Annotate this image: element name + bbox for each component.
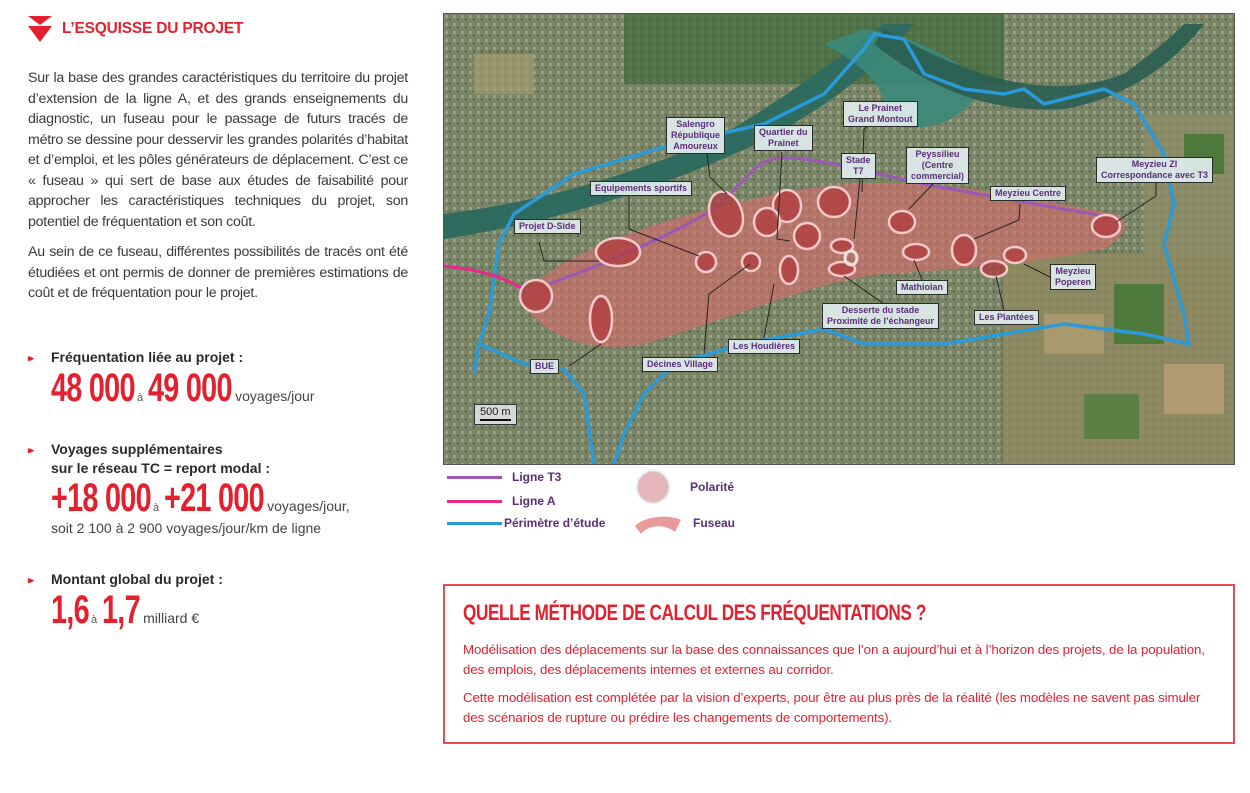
- legend-item-ligne-a: [447, 494, 556, 508]
- polarite-marker: [903, 244, 929, 260]
- stat-unit: voyages/jour: [235, 388, 315, 404]
- map-label-desserte-stade: Desserte du stade Proximité de l’échangeur: [822, 303, 939, 329]
- stat-subtext: soit 2 100 à 2 900 voyages/jour/km de ligne: [51, 520, 322, 536]
- method-box-title: QUELLE MÉTHODE DE CALCUL DES FRÉQUENTATIONS ?: [463, 600, 926, 625]
- polarite-marker: [1092, 215, 1120, 237]
- stat-montant: [28, 570, 418, 630]
- map-label-le-prainet: Le Prainet Grand Montout: [843, 101, 918, 127]
- polarite-marker: [818, 187, 850, 217]
- polarite-marker: [590, 296, 612, 342]
- legend-label: Périmètre d’étude: [504, 516, 606, 530]
- legend-label: Ligne T3: [512, 470, 562, 484]
- stat-value-to: 49 000: [148, 366, 232, 410]
- map-label-quartier-prainet: Quartier du Prainet: [754, 125, 813, 151]
- double-arrow-icon: ▸▸: [28, 353, 32, 363]
- map-label-decines-village: Décines Village: [642, 357, 718, 372]
- double-chevron-down-icon: [28, 16, 52, 42]
- polarite-marker: [889, 211, 915, 233]
- stat-value-from: 48 000: [51, 366, 135, 410]
- polarite-swatch: [638, 472, 668, 502]
- map-label-projet-d-side: Projet D-Side: [514, 219, 581, 234]
- section-header: [28, 16, 243, 42]
- method-box-paragraph: Modélisation des déplacements sur la base des connaissances que l’on a aujourd’hui et à l’horizon des projets, de la population, des emplois, des déplacements internes et externes au corridor.: [463, 642, 1205, 677]
- map-legend: [443, 468, 803, 538]
- double-arrow-icon: ▸▸: [28, 575, 32, 585]
- intro-paragraph: Sur la base des grandes caractéristiques du territoire du projet d’extension de la ligne A, et des grands enseignements du diagnostic, un fuseau pour le passage de futurs tracés de métro se dessine pour desservir les grandes polarités d’habitat et d’emploi, et les pôles générateurs de déplacement. C’est ce « fuseau » qui sert de base aux études de faisabilité pour approcher les caractéristiques techniques du projet, son potentiel de fréquentation et son coût.: [28, 70, 408, 230]
- legend-item-polarite: [638, 472, 734, 502]
- ligne-a-swatch: [447, 500, 502, 503]
- map-graphics: [444, 14, 1234, 464]
- stat-value-to: +21 000: [164, 476, 264, 520]
- stat-connector: à: [137, 392, 144, 404]
- polarite-marker: [981, 261, 1007, 277]
- map-label-les-houdieres: Les Houdières: [728, 339, 800, 354]
- fuseau-swatch: [635, 512, 681, 534]
- legend-label: Polarité: [690, 480, 735, 494]
- stat-value-to: 1,7: [102, 588, 141, 632]
- intro-paragraph: Au sein de ce fuseau, différentes possibilités de tracés ont été étudiées et ont permis de donner de premières estimations de coût et de fréquentation pour le projet.: [28, 244, 408, 301]
- map-label-peyssilieu: Peyssilieu (Centre commercial): [906, 147, 969, 184]
- double-arrow-icon: ▸▸: [28, 445, 32, 455]
- map-label-meyzieu-poperen: Meyzieu Poperen: [1050, 264, 1096, 290]
- legend-label: Fuseau: [693, 516, 736, 530]
- map-label-les-plantees: Les Plantées: [974, 310, 1039, 325]
- intro-text: [28, 68, 408, 314]
- ligne-t3-swatch: [447, 476, 502, 479]
- stat-unit: milliard €: [143, 610, 200, 626]
- scale-bar: [480, 419, 511, 421]
- map-label-meyzieu-centre: Meyzieu Centre: [990, 186, 1066, 201]
- legend-label: Ligne A: [512, 494, 556, 508]
- perimetre-swatch: [447, 522, 502, 525]
- map-label-meyzieu-zi: Meyzieu ZI Correspondance avec T3: [1096, 157, 1213, 183]
- map-label-equipements-sportifs: Equipements sportifs: [590, 181, 692, 196]
- polarite-marker: [520, 280, 552, 312]
- stat-label: Fréquentation liée au projet :: [51, 349, 244, 365]
- polarite-marker: [596, 238, 640, 266]
- polarite-marker: [780, 256, 798, 284]
- section-title: L’ESQUISSE DU PROJET: [62, 20, 244, 37]
- polarite-marker: [1004, 247, 1026, 263]
- scale-label: 500 m: [480, 406, 511, 418]
- method-box: [443, 584, 1235, 744]
- project-map: [443, 13, 1235, 465]
- stat-value-from: 1,6: [51, 588, 89, 632]
- stat-label: Voyages supplémentaires sur le réseau TC = report modal :: [51, 441, 271, 476]
- map-label-stade-t7: Stade T7: [841, 153, 876, 179]
- stat-unit: voyages/jour,: [267, 498, 350, 514]
- polarite-marker: [754, 208, 780, 236]
- stat-frequentation: [28, 348, 418, 408]
- map-label-mathiolan: Mathiolan: [896, 280, 948, 295]
- map-scale: [474, 404, 517, 425]
- stat-report-modal: [28, 440, 418, 536]
- map-label-salengro: Salengro République Amoureux: [666, 117, 725, 154]
- legend-item-fuseau: [635, 512, 735, 534]
- stat-label: Montant global du projet :: [51, 571, 223, 587]
- map-label-bue: BUE: [530, 359, 559, 374]
- legend-item-ligne-t3: [447, 470, 561, 484]
- stat-connector: à: [91, 614, 98, 626]
- polarite-marker: [952, 235, 976, 265]
- polarite-marker: [794, 223, 820, 249]
- legend-item-perimetre: [447, 516, 605, 530]
- polarite-marker: [696, 252, 716, 272]
- stat-connector: à: [153, 502, 160, 514]
- method-box-paragraph: Cette modélisation est complétée par la vision d’experts, pour être au plus près de la réalité (les modèles ne savent pas simuler des scénarios de rupture ou prédire les changements de comportements).: [463, 690, 1201, 725]
- stat-value-from: +18 000: [51, 476, 151, 520]
